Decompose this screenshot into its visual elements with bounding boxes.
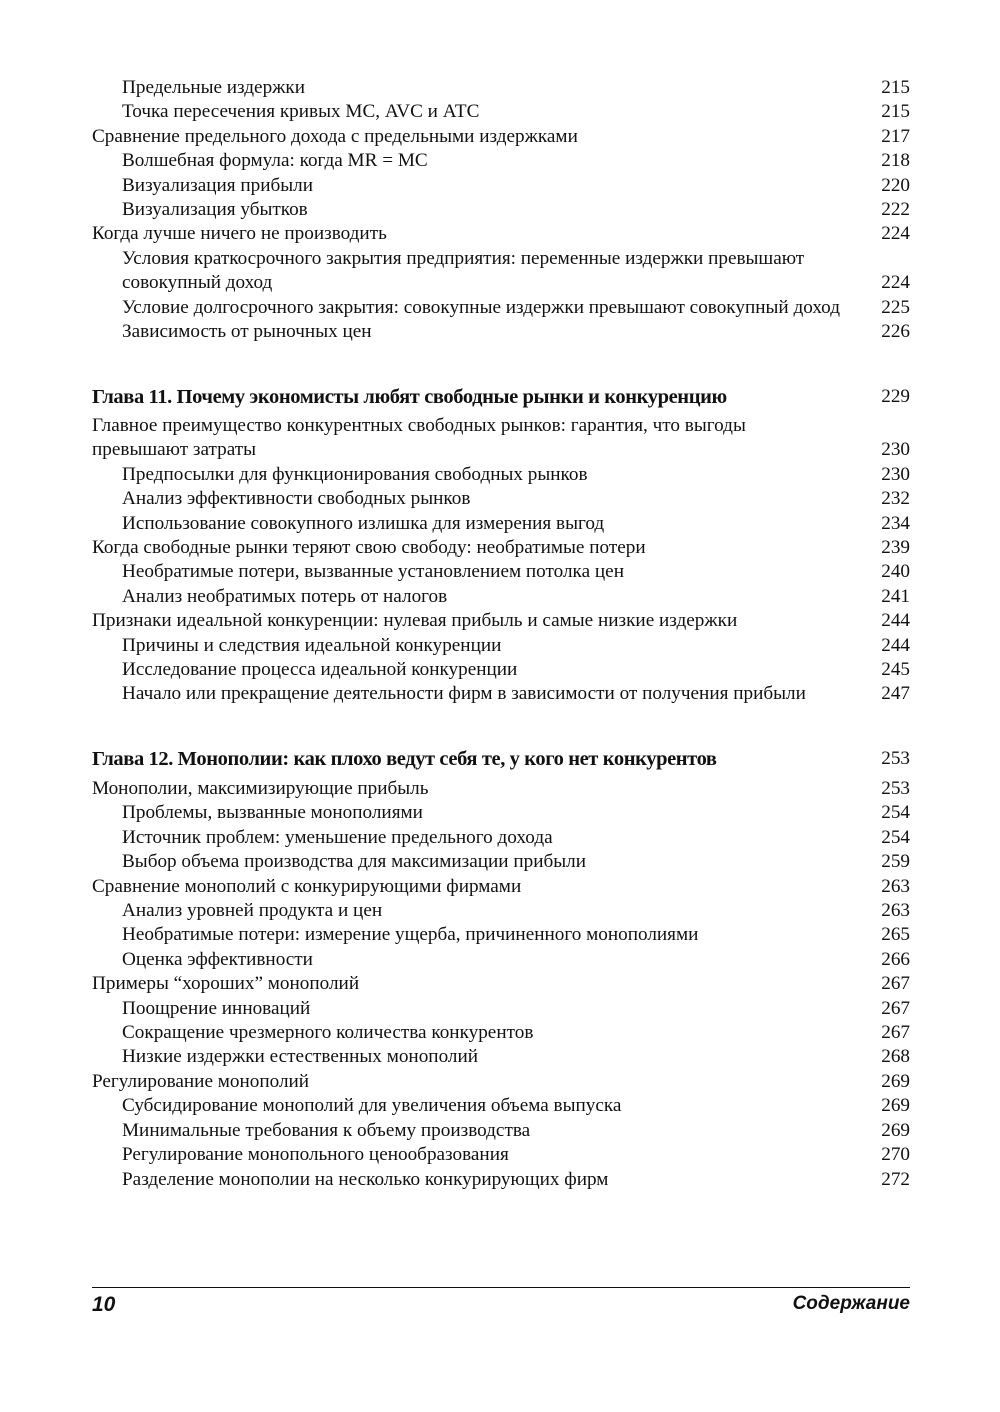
- toc-subentry: [92, 634, 910, 658]
- toc-entry-page-number: 245: [881, 659, 910, 681]
- toc-entry-title: Сравнение предельного дохода с предельными издержками: [92, 125, 578, 147]
- toc-subentry: [92, 174, 910, 198]
- toc-subentry: [92, 463, 910, 487]
- toc-entry-page-number: 241: [881, 585, 910, 607]
- toc-entry-title: Низкие издержки естественных монополий: [122, 1046, 479, 1068]
- toc-entry-title: Признаки идеальной конкуренции: нулевая прибыль и самые низкие издержки: [92, 610, 738, 632]
- footer-divider: [92, 1287, 910, 1288]
- toc-entry-title: Анализ эффективности свободных рынков: [122, 488, 471, 510]
- toc-entry: [92, 777, 910, 801]
- toc-entry-page-number: 267: [881, 973, 910, 995]
- toc-section-chapter10: [92, 76, 910, 344]
- chapter-page-number: 229: [881, 386, 910, 407]
- toc-entry-title: Минимальные требования к объему производства: [122, 1119, 531, 1141]
- toc-entry-title: Оценка эффективности: [122, 948, 313, 970]
- toc-subentry: [92, 948, 910, 972]
- toc-entry-title: Когда свободные рынки теряют свою свободу: необратимые потери: [92, 537, 646, 559]
- toc-subentry: [92, 1094, 910, 1118]
- toc-entry-title: Необратимые потери: измерение ущерба, причиненного монополиями: [122, 924, 699, 946]
- toc-subentry: [92, 100, 910, 124]
- toc-entry-page-number: 267: [881, 1022, 910, 1044]
- toc-entry-title: Анализ необратимых потерь от налогов: [122, 585, 448, 607]
- toc-entry-title: Монополии, максимизирующие прибыль: [92, 778, 429, 799]
- toc-subentry: [92, 149, 910, 173]
- toc-entry-page-number: 269: [881, 1119, 910, 1141]
- toc-entry-title: Главное преимущество конкурентных свободных рынков: гарантия, что выгоды превышают затраты: [92, 415, 746, 461]
- chapter-page-number: 253: [881, 748, 910, 769]
- toc-entry-page-number: 226: [881, 321, 910, 343]
- toc-subentry: [92, 1119, 910, 1143]
- toc-entry-title: Точка пересечения кривых МС, AVC и АТС: [122, 101, 480, 123]
- toc-entry: [92, 125, 910, 149]
- toc-entry-title: Анализ уровней продукта и цен: [122, 900, 383, 922]
- toc-entry-title: Предельные издержки: [122, 77, 306, 98]
- toc-entry-title: Выбор объема производства для максимизации прибыли: [122, 851, 586, 873]
- toc-entry-page-number: 239: [881, 537, 910, 559]
- toc-entry-title: Сравнение монополий с конкурирующими фирмами: [92, 875, 522, 897]
- toc-entry-page-number: 244: [881, 610, 910, 632]
- toc-entry-page-number: 215: [881, 101, 910, 123]
- toc-entry-page-number: 254: [881, 826, 910, 848]
- toc-entry-page-number: 247: [881, 683, 910, 705]
- toc-entry-title: Примеры “хороших” монополий: [92, 973, 360, 995]
- toc-entry-page-number: 268: [881, 1046, 910, 1068]
- chapter-heading: [92, 384, 910, 410]
- toc-entry-page-number: 263: [881, 900, 910, 922]
- toc-entry-title: Необратимые потери, вызванные установлением потолка цен: [122, 561, 624, 583]
- toc-subentry: [92, 296, 910, 320]
- toc-subentry: [92, 826, 910, 850]
- toc-entry: [92, 222, 910, 246]
- toc-entry-page-number: 263: [881, 875, 910, 897]
- toc-entry: [92, 536, 910, 560]
- toc-entry-page-number: 224: [881, 223, 910, 245]
- toc-entry-title: Регулирование монополий: [92, 1070, 310, 1092]
- toc-subentry: [92, 1021, 910, 1045]
- toc-entry-title: Условия краткосрочного закрытия предприятия: переменные издержки превышают совокупный доход: [122, 247, 805, 294]
- toc-entry: [92, 972, 910, 996]
- toc-subentry: [92, 801, 910, 825]
- toc-entry-page-number: 266: [881, 948, 910, 970]
- toc-entry-title: Сокращение чрезмерного количества конкурентов: [122, 1022, 534, 1044]
- toc-subentry: [92, 198, 910, 222]
- toc-entry-title: Условие долгосрочного закрытия: совокупные издержки превышают совокупный доход: [122, 296, 840, 318]
- toc-entry-title: Причины и следствия идеальной конкуренции: [122, 634, 502, 656]
- toc-entry: [92, 609, 910, 633]
- toc-entry-page-number: 269: [881, 1070, 910, 1092]
- toc-entry-page-number: 240: [881, 561, 910, 583]
- toc-section-chapter11: [92, 414, 910, 707]
- toc-subentry: [92, 1168, 910, 1192]
- toc-entry-page-number: 272: [881, 1168, 910, 1190]
- toc-entry-title: Поощрение инноваций: [122, 997, 311, 1019]
- toc-entry-title: Проблемы, вызванные монополиями: [122, 802, 423, 824]
- toc-entry: [92, 414, 910, 463]
- toc-subentry: [92, 320, 910, 344]
- toc-entry-page-number: 244: [881, 634, 910, 656]
- toc-subentry: [92, 512, 910, 536]
- toc-subentry: [92, 850, 910, 874]
- toc-subentry: [92, 76, 910, 100]
- toc-entry-page-number: 230: [881, 463, 910, 485]
- toc-subentry: [92, 923, 910, 947]
- toc-entry-page-number: 220: [881, 174, 910, 196]
- toc-subentry: [92, 658, 910, 682]
- toc-entry-page-number: 234: [881, 512, 910, 534]
- toc-subentry: [92, 585, 910, 609]
- toc-entry-page-number: 217: [881, 125, 910, 147]
- toc-entry-title: Предпосылки для функционирования свободных рынков: [122, 463, 588, 485]
- toc-subentry: [92, 1143, 910, 1167]
- toc-subentry: [92, 247, 910, 296]
- toc-entry-title: Когда лучше ничего не производить: [92, 223, 387, 245]
- toc-section-chapter12-heading: [92, 746, 910, 772]
- footer-section-title: Содержание: [792, 1293, 910, 1314]
- toc-entry-page-number: 230: [881, 439, 910, 461]
- toc-entry-page-number: 222: [881, 199, 910, 221]
- toc-subentry: [92, 997, 910, 1021]
- toc-entry-page-number: 270: [881, 1144, 910, 1166]
- toc-subentry: [92, 682, 910, 706]
- toc-entry-page-number: 254: [881, 802, 910, 824]
- toc-entry-page-number: 269: [881, 1095, 910, 1117]
- toc-section-chapter11-heading: [92, 384, 910, 410]
- chapter-title: Глава 11. Почему экономисты любят свободные рынки и конкуренцию: [92, 386, 727, 408]
- toc-entry-page-number: 218: [881, 150, 910, 172]
- toc-entry-title: Разделение монополии на несколько конкурирующих фирм: [122, 1168, 609, 1190]
- toc-subentry: [92, 899, 910, 923]
- toc-entry-page-number: 215: [881, 77, 910, 98]
- toc-entry: [92, 1070, 910, 1094]
- toc-entry: [92, 875, 910, 899]
- toc-entry-title: Субсидирование монополий для увеличения объема выпуска: [122, 1095, 622, 1117]
- toc-entry-title: Зависимость от рыночных цен: [122, 321, 372, 343]
- toc-entry-title: Волшебная формула: когда MR = МС: [122, 150, 428, 172]
- toc-entry-page-number: 267: [881, 997, 910, 1019]
- toc-entry-title: Начало или прекращение деятельности фирм в зависимости от получения прибыли: [122, 683, 806, 705]
- toc-entry-title: Визуализация прибыли: [122, 174, 313, 196]
- chapter-title: Глава 12. Монополии: как плохо ведут себя те, у кого нет конкурентов: [92, 748, 717, 770]
- toc-entry-page-number: 253: [881, 778, 910, 799]
- toc-entry-title: Использование совокупного излишка для измерения выгод: [122, 512, 605, 534]
- toc-subentry: [92, 1045, 910, 1069]
- toc-entry-page-number: 225: [881, 296, 910, 318]
- toc-entry-title: Источник проблем: уменьшение предельного дохода: [122, 826, 553, 848]
- chapter-heading: [92, 746, 910, 772]
- toc-entry-page-number: 232: [881, 488, 910, 510]
- toc-entry-title: Визуализация убытков: [122, 199, 308, 221]
- toc-entry-page-number: 259: [881, 851, 910, 873]
- toc-entry-page-number: 224: [881, 272, 910, 294]
- toc-entry-page-number: 265: [881, 924, 910, 946]
- toc-section-chapter12: [92, 777, 910, 1192]
- toc-subentry: [92, 487, 910, 511]
- footer-page-number: 10: [92, 1293, 116, 1316]
- toc-entry-title: Регулирование монопольного ценообразования: [122, 1144, 509, 1166]
- toc-entry-title: Исследование процесса идеальной конкуренции: [122, 659, 518, 681]
- toc-subentry: [92, 560, 910, 584]
